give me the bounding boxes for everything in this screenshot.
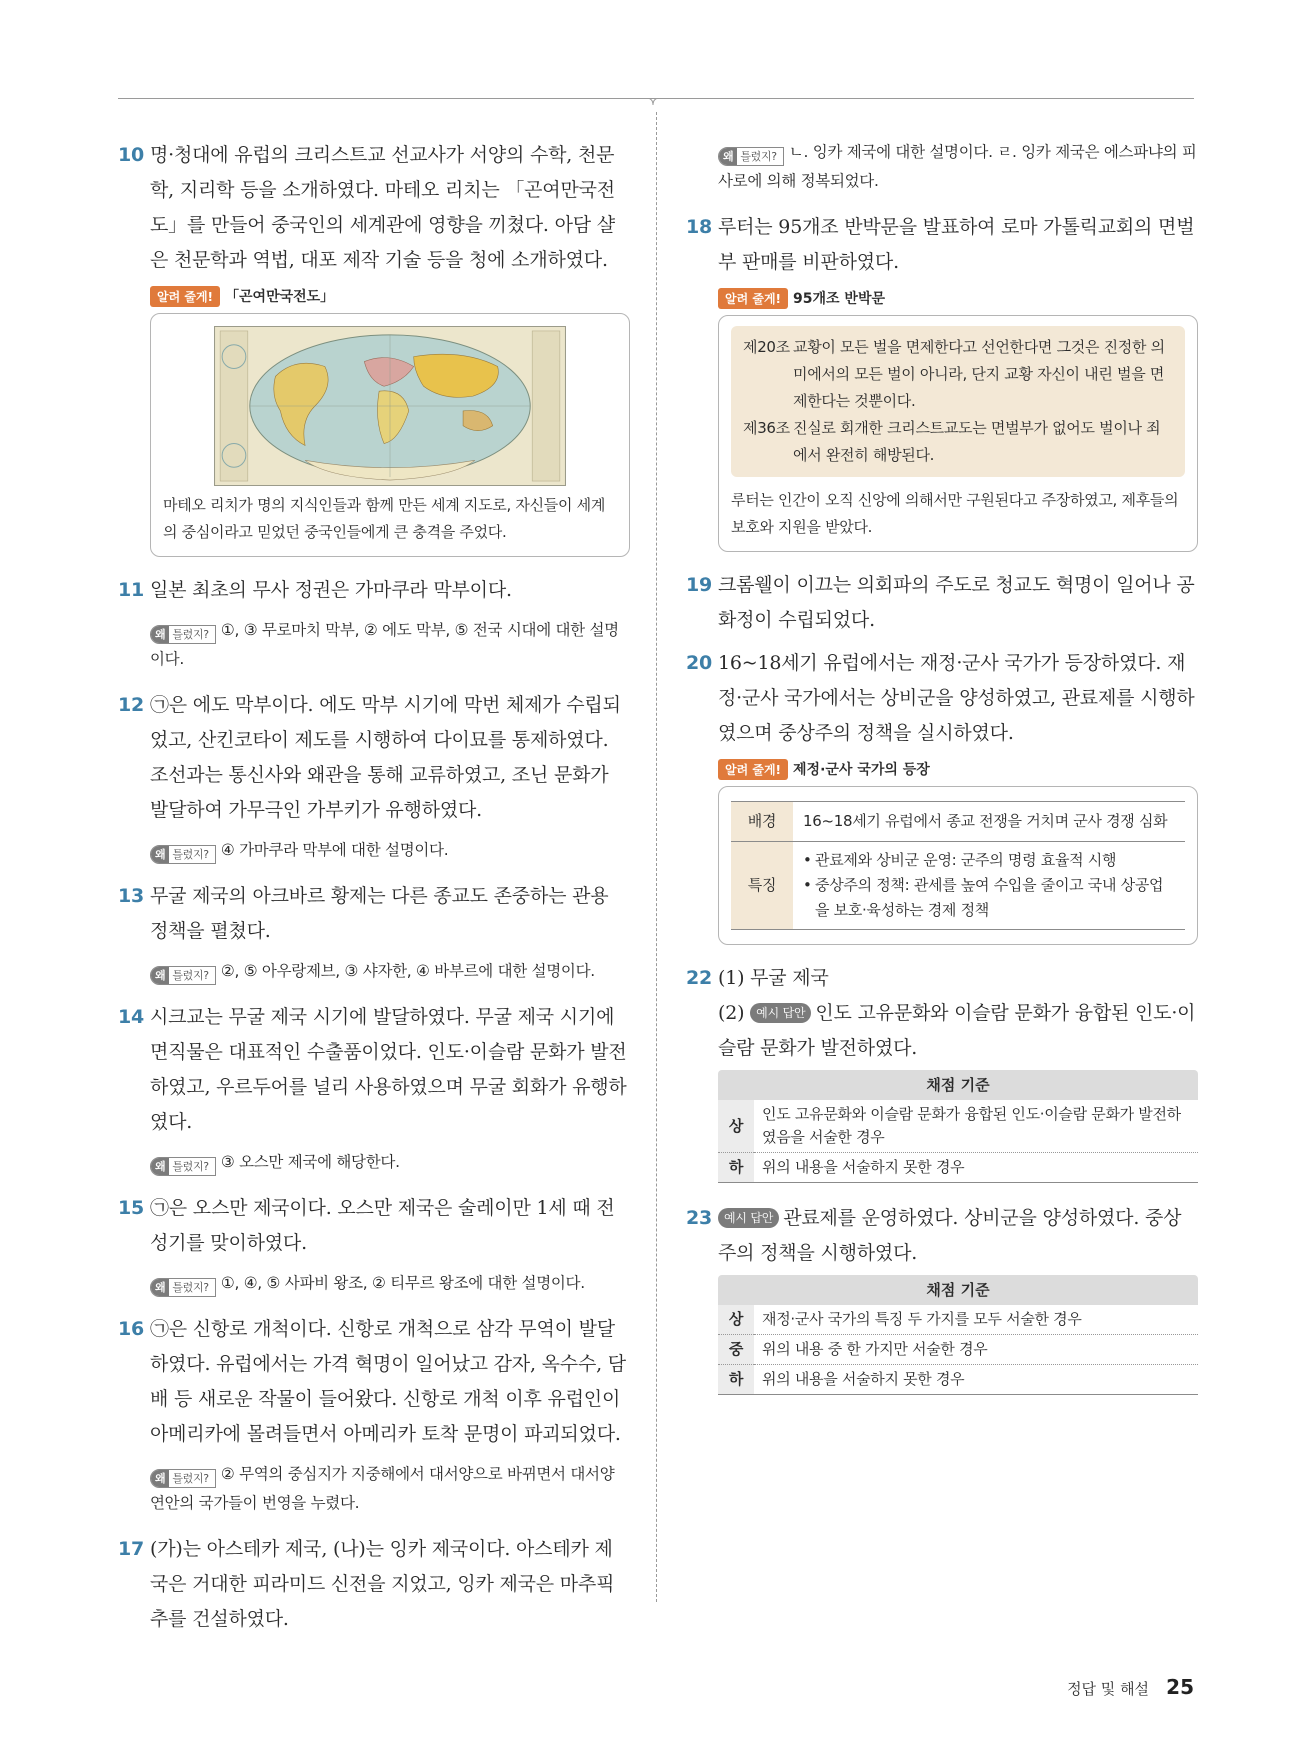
article-20 (743, 334, 1173, 415)
why-wrong-badge (718, 147, 784, 166)
answer-part-2 (718, 996, 1198, 1066)
desc-cell: 재정·군사 국가의 특징 두 가지를 모두 서술한 경우 (754, 1305, 1198, 1335)
answer-text: 무굴 제국의 아크바르 황제는 다른 종교도 존중하는 관용 정책을 펼쳤다. (150, 885, 609, 942)
criteria-table (718, 1100, 1198, 1183)
answer-text: 크롬웰이 이끄는 의회파의 주도로 청교도 혁명이 일어나 공화정이 수립되었다. (718, 574, 1195, 631)
table-row (731, 802, 1185, 842)
answer-13 (118, 879, 630, 949)
column-divider (656, 112, 657, 1602)
answer-number: 17 (118, 1538, 145, 1560)
answer-text: 관료제를 운영하였다. 상비군을 양성하였다. 중상주의 정책을 시행하였다. (718, 1207, 1182, 1264)
answer-text: 16~18세기 유럽에서는 재정·군사 국가가 등장하였다. 재정·군사 국가에서는 상비군을 양성하였고, 관료제를 시행하였으며 중상주의 정책을 실시하였다. (718, 652, 1195, 744)
desc-cell: 위의 내용을 서술하지 못한 경우 (754, 1365, 1198, 1395)
map-caption: 마테오 리치가 명의 지식인들과 함께 만든 세계 지도로, 자신들이 세계의 중심이라고 믿었던 중국인들에게 큰 충격을 주었다. (163, 496, 606, 541)
why-badge-text: 틀렸지? (172, 1281, 209, 1294)
answer-15 (118, 1191, 630, 1261)
part-text: 인도 고유문화와 이슬람 문화가 융합된 인도·이슬람 문화가 발전하였다. (718, 1002, 1196, 1059)
why-badge-mark: 왜 (151, 846, 169, 863)
why-badge-text: 틀렸지? (172, 1160, 209, 1173)
answer-11 (118, 573, 630, 608)
answer-18 (686, 210, 1198, 280)
answer-text: (가)는 아스테카 제국, (나)는 잉카 제국이다. 아스테카 제국은 거대한 피라미드 신전을 지었고, 잉카 제국은 마추픽추를 건설하였다. (150, 1538, 615, 1630)
why-wrong-text: ②, ⑤ 아우랑제브, ③ 샤자한, ④ 바부르에 대한 설명이다. (220, 962, 595, 980)
left-column (118, 138, 630, 1645)
tip-note: 루터는 인간이 오직 신앙에 의해서만 구원된다고 주장하였고, 제후들의 보호와 지원을 받았다. (731, 491, 1179, 536)
table-row (718, 1305, 1198, 1335)
tip-badge: 알려 줄게! (150, 286, 220, 307)
why-wrong-12 (118, 836, 630, 865)
answer-16 (118, 1312, 630, 1452)
fiscal-military-table (731, 801, 1185, 930)
answer-number: 12 (118, 694, 145, 716)
answer-20 (686, 646, 1198, 751)
tip-heading (718, 288, 1198, 309)
scoring-criteria-23 (718, 1275, 1198, 1395)
footer-label: 정답 및 해설 (1067, 1680, 1150, 1698)
criteria-table (718, 1305, 1198, 1395)
row-header: 배경 (731, 802, 793, 842)
why-badge-text: 틀렸지? (172, 628, 209, 641)
why-badge-text: 틀렸지? (172, 848, 209, 861)
why-wrong-badge (150, 966, 216, 985)
grade-cell: 하 (718, 1153, 754, 1183)
answer-text: 일본 최초의 무사 정권은 가마쿠라 막부이다. (150, 579, 512, 601)
answer-number: 22 (686, 967, 713, 989)
bullet-text: 관료제와 상비군 운영: 군주의 명령 효율적 시행 (815, 851, 1117, 869)
why-wrong-badge (150, 1278, 216, 1297)
answer-12 (118, 688, 630, 828)
example-answer-badge: 예시 답안 (718, 1208, 779, 1228)
answer-text: 루터는 95개조 반박문을 발표하여 로마 가톨릭교회의 면벌부 판매를 비판하였다. (718, 216, 1195, 273)
right-column (686, 138, 1198, 1413)
answer-number: 18 (686, 216, 713, 238)
why-badge-mark: 왜 (151, 626, 169, 643)
answer-number: 11 (118, 579, 145, 601)
why-wrong-17 (686, 138, 1198, 196)
why-badge-mark: 왜 (151, 1470, 169, 1487)
answer-number: 13 (118, 885, 145, 907)
table-row (718, 1100, 1198, 1153)
criteria-title: 채점 기준 (718, 1275, 1198, 1305)
page-footer (1067, 1675, 1194, 1699)
why-badge-mark: 왜 (151, 1158, 169, 1175)
bullet-dot: • (803, 876, 812, 894)
answer-text: 명·청대에 유럽의 크리스트교 선교사가 서양의 수학, 천문학, 지리학 등을 소개하였다. 마테오 리치는 「곤여만국전도」를 만들어 중국인의 세계관에 영향을 끼쳤다. 아담 샬은 천문학과 역법, 대포 제작 기술 등을 청에 소개하였다. (150, 144, 615, 271)
why-badge-mark: 왜 (151, 967, 169, 984)
row-content: 16~18세기 유럽에서 종교 전쟁을 거치며 군사 경쟁 심화 (793, 802, 1185, 842)
grade-cell: 상 (718, 1100, 754, 1153)
why-wrong-badge (150, 1157, 216, 1176)
list-item (803, 873, 1175, 923)
answer-part-1: (1) 무굴 제국 (718, 967, 829, 989)
tip-content (718, 786, 1198, 945)
answer-14 (118, 1000, 630, 1140)
article-label: 제36조 (743, 419, 790, 437)
table-row (718, 1335, 1198, 1365)
answer-number: 19 (686, 574, 713, 596)
why-wrong-text: ② 무역의 중심지가 지중해에서 대서양으로 바뀌면서 대서양 연안의 국가들이 번영을 누렸다. (150, 1465, 615, 1512)
why-wrong-badge (150, 845, 216, 864)
answer-text: ㉠은 신항로 개척이다. 신항로 개척으로 삼각 무역이 발달하였다. 유럽에서는 가격 혁명이 일어났고 감자, 옥수수, 담배 등 새로운 작물이 들어왔다. 신항로 개척 이후 유럽인이 아메리카에 몰려들면서 아메리카 토착 문명이 파괴되었다. (150, 1318, 626, 1445)
table-row (718, 1365, 1198, 1395)
tip-title: 95개조 반박문 (793, 291, 886, 307)
tip-box-map (150, 286, 630, 557)
why-badge-text: 틀렸지? (172, 1472, 209, 1485)
bullet-text: 중상주의 정책: 관세를 높여 수입을 줄이고 국내 상공업을 보호·육성하는 경제 정책 (815, 876, 1164, 919)
why-wrong-16 (118, 1460, 630, 1518)
why-wrong-text: ③ 오스만 제국에 해당한다. (220, 1153, 400, 1171)
answer-number: 20 (686, 652, 713, 674)
answer-number: 23 (686, 1207, 713, 1229)
answer-number: 15 (118, 1197, 145, 1219)
tip-box-95-theses (718, 288, 1198, 552)
answer-23 (686, 1201, 1198, 1271)
why-wrong-text: ①, ④, ⑤ 사파비 왕조, ② 티무르 왕조에 대한 설명이다. (220, 1274, 585, 1292)
why-badge-text: 틀렸지? (740, 150, 777, 163)
tip-title: 「곤여만국전도」 (225, 289, 335, 305)
answer-19 (686, 568, 1198, 638)
why-wrong-badge (150, 1469, 216, 1488)
list-item (803, 848, 1175, 873)
why-wrong-text: ①, ③ 무로마치 막부, ② 에도 막부, ⑤ 전국 시대에 대한 설명이다. (150, 621, 619, 668)
tip-heading (718, 759, 1198, 780)
answer-text: ㉠은 에도 막부이다. 에도 막부 시기에 막번 체제가 수립되었고, 산킨코타이 제도를 시행하여 다이묘를 통제하였다. 조선과는 통신사와 왜관을 통해 교류하였고, 조닌 문화가 발달하여 가무극인 가부키가 유행하였다. (150, 694, 621, 821)
why-wrong-11 (118, 616, 630, 674)
answer-17 (118, 1532, 630, 1637)
why-wrong-badge (150, 625, 216, 644)
why-wrong-15 (118, 1269, 630, 1298)
tip-badge: 알려 줄게! (718, 288, 788, 309)
desc-cell: 인도 고유문화와 이슬람 문화가 융합된 인도·이슬람 문화가 발전하였음을 서술한 경우 (754, 1100, 1198, 1153)
why-wrong-14 (118, 1148, 630, 1177)
answer-22 (686, 961, 1198, 1066)
tip-content (718, 315, 1198, 552)
article-36 (743, 415, 1173, 469)
answer-10 (118, 138, 630, 278)
article-text: 진실로 회개한 크리스트교도는 면벌부가 없어도 벌이나 죄에서 완전히 해방된다. (793, 419, 1161, 464)
why-badge-text: 틀렸지? (172, 969, 209, 982)
world-map-image (214, 326, 566, 486)
bullet-dot: • (803, 851, 812, 869)
grade-cell: 상 (718, 1305, 754, 1335)
why-wrong-text: ④ 가마쿠라 막부에 대한 설명이다. (220, 841, 449, 859)
why-badge-mark: 왜 (719, 148, 737, 165)
tip-content (150, 313, 630, 557)
answer-text: ㉠은 오스만 제국이다. 오스만 제국은 술레이만 1세 때 전성기를 맞이하였다. (150, 1197, 615, 1254)
top-notch-decoration (646, 98, 660, 112)
row-content (793, 842, 1185, 930)
table-row (731, 842, 1185, 930)
answer-number: 14 (118, 1006, 145, 1028)
desc-cell: 위의 내용 중 한 가지만 서술한 경우 (754, 1335, 1198, 1365)
map-frame (163, 326, 617, 486)
answer-number: 10 (118, 144, 145, 166)
why-badge-mark: 왜 (151, 1279, 169, 1296)
page-number: 25 (1166, 1675, 1194, 1699)
scoring-criteria-22 (718, 1070, 1198, 1183)
answer-text: 시크교는 무굴 제국 시기에 발달하였다. 무굴 제국 시기에 면직물은 대표적인 수출품이었다. 인도·이슬람 문화가 발전하였고, 우르두어를 널리 사용하였으며 무굴 회화가 유행하였다. (150, 1006, 627, 1133)
article-label: 제20조 (743, 338, 790, 356)
example-answer-badge: 예시 답안 (750, 1003, 811, 1023)
criteria-title: 채점 기준 (718, 1070, 1198, 1100)
desc-cell: 위의 내용을 서술하지 못한 경우 (754, 1153, 1198, 1183)
tip-box-fiscal-military-state (718, 759, 1198, 945)
answer-number: 16 (118, 1318, 145, 1340)
why-wrong-text: ㄴ. 잉카 제국에 대한 설명이다. ㄹ. 잉카 제국은 에스파냐의 피사로에 의해 정복되었다. (718, 143, 1197, 190)
article-text: 교황이 모든 벌을 면제한다고 선언한다면 그것은 진정한 의미에서의 모든 벌이 아니라, 단지 교황 자신이 내린 벌을 면제한다는 것뿐이다. (793, 338, 1165, 410)
tip-heading (150, 286, 630, 307)
table-row (718, 1153, 1198, 1183)
tip-title: 제정·군사 국가의 등장 (793, 762, 930, 778)
row-header: 특징 (731, 842, 793, 930)
grade-cell: 중 (718, 1335, 754, 1365)
part-label: (2) (718, 1002, 745, 1024)
theses-excerpt (731, 326, 1185, 477)
grade-cell: 하 (718, 1365, 754, 1395)
tip-badge: 알려 줄게! (718, 759, 788, 780)
why-wrong-13 (118, 957, 630, 986)
